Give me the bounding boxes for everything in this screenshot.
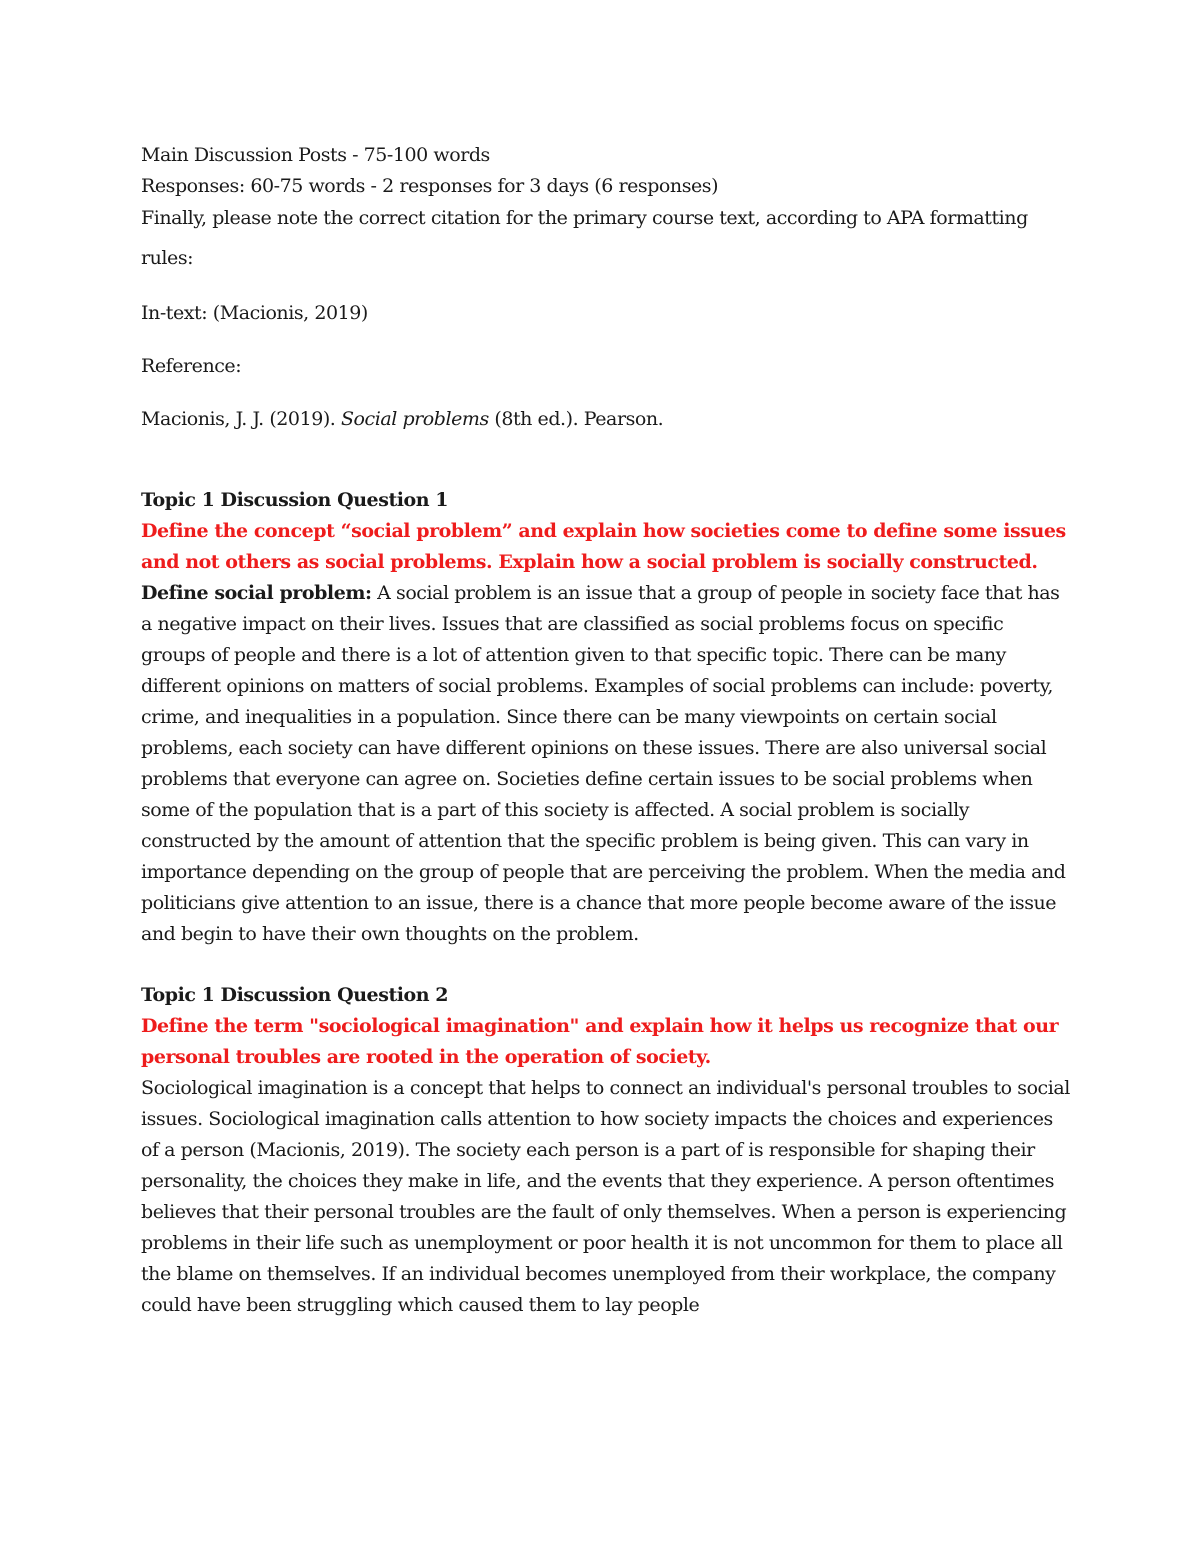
main-post-requirement: Main Discussion Posts - 75-100 words (141, 144, 490, 166)
topic2-answer: Sociological imagination is a concept that helps to connect an individual's personal troubles to social issues. Sociological imagination calls attention to how society impacts the choices and experiences of a person (Macionis, 2019). The society each person is a part of is responsible for shaping their personality, the choices they make in life, and the events that they experience. A person oftentimes believes that their personal troubles are the fault of only themselves. When a person is experiencing problems in their life such as unemployment or poor health it is not uncommon for them to place all the blame on themselves. If an individual becomes unemployed from their workplace, the company could have been struggling which caused them to lay people (141, 1077, 1070, 1316)
reference-title: Social problems (340, 408, 489, 430)
reference-details: (8th ed.). Pearson. (488, 408, 664, 430)
citation-note: Finally, please note the correct citation for the primary course text, according to APA formatting rules: (141, 207, 1028, 269)
topic1-heading: Topic 1 Discussion Question 1 (141, 489, 449, 511)
topic2-question: Define the term "sociological imagination" and explain how it helps us recognize that our personal troubles are rooted in the operation of society. (141, 1015, 1059, 1068)
document-body (141, 140, 1071, 1321)
topic1-question: Define the concept “social problem” and explain how societies come to define some issues and not others as social problems. Explain how a social problem is socially constructed. (141, 520, 1066, 573)
reference-label: Reference: (141, 355, 242, 377)
reference-entry (141, 404, 1071, 435)
topic1-answer (141, 578, 1071, 950)
reference-author: Macionis, J. J. (2019). (141, 408, 341, 430)
intext-citation: In-text: (Macionis, 2019) (141, 302, 368, 324)
topic1-answer-text: A social problem is an issue that a group of people in society face that has a negative impact on their lives. Issues that are classified as social problems focus on specific groups of people and there is a lot of attention given to that specific topic. There can be many different opinions on matters of social problems. Examples of social problems can include: poverty, crime, and inequalities in a population. Since there can be many viewpoints on certain social problems, each society can have different opinions on these issues. There are also universal social problems that everyone can agree on. Societies define certain issues to be social problems when some of the population that is a part of this society is affected. A social problem is socially constructed by the amount of attention that the specific problem is being given. This can vary in importance depending on the group of people that are perceiving the problem. When the media and politicians give attention to an issue, there is a chance that more people become aware of the issue and begin to have their own thoughts on the problem. (141, 582, 1066, 945)
topic2-heading: Topic 1 Discussion Question 2 (141, 984, 449, 1006)
responses-requirement: Responses: 60-75 words - 2 responses for 3 days (6 responses) (141, 175, 719, 197)
topic1-answer-label: Define social problem: (141, 582, 372, 604)
